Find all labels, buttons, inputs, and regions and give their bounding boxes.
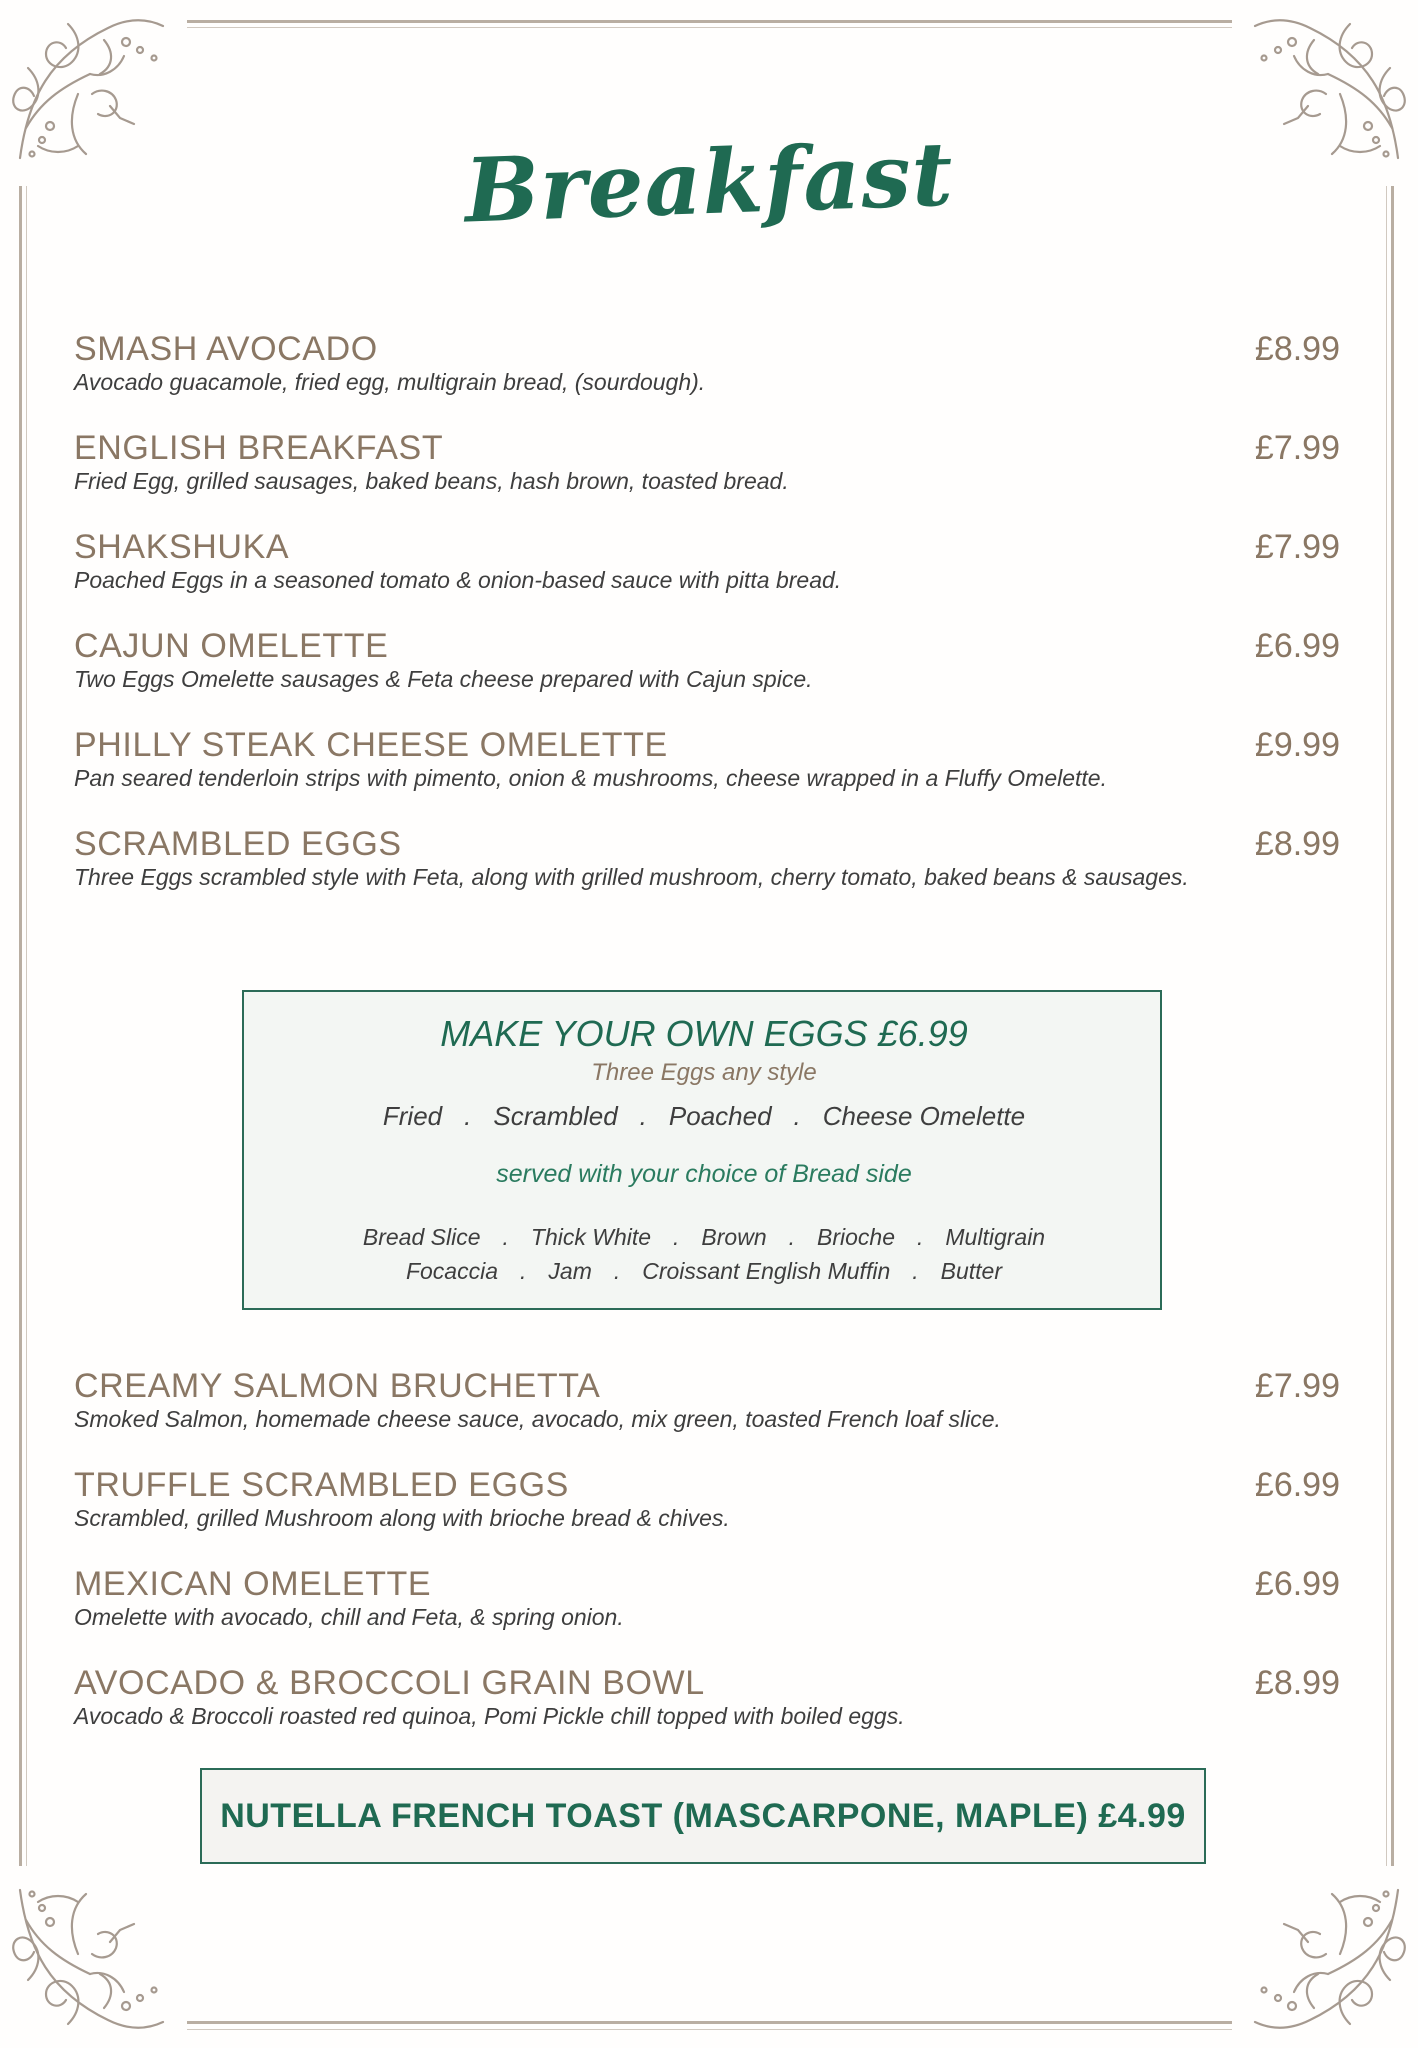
bread-option: Butter: [940, 1258, 1003, 1284]
item-name: MEXICAN OMELETTE: [74, 1565, 432, 1603]
item-description: Avocado & Broccoli roasted red quinoa, Pomi Pickle chill topped with boiled eggs.: [74, 1703, 905, 1729]
bread-side-line: served with your choice of Bread side: [496, 1160, 912, 1188]
item-price: £8.99: [1254, 825, 1340, 863]
separator-dot: .: [464, 1101, 472, 1131]
egg-option: Scrambled: [493, 1101, 618, 1131]
item-price: £6.99: [1254, 627, 1340, 665]
egg-option: Cheese Omelette: [822, 1101, 1026, 1131]
item-price: £8.99: [1254, 330, 1340, 368]
left-border-line: [19, 186, 22, 1866]
right-border-line-inner: [1386, 186, 1387, 1866]
separator-dot: .: [639, 1101, 647, 1131]
top-border-line: [187, 20, 1232, 23]
top-border-line-inner: [187, 27, 1232, 28]
item-price: £7.99: [1254, 1367, 1340, 1405]
bottom-border-line: [187, 2021, 1232, 2024]
bread-option: Brown: [701, 1224, 767, 1250]
bread-option: Focaccia: [405, 1258, 499, 1284]
separator-dot: .: [917, 1224, 924, 1250]
item-price: £7.99: [1254, 429, 1340, 467]
bread-option: Croissant English Muffin: [642, 1258, 891, 1284]
item-price: £7.99: [1254, 528, 1340, 566]
separator-dot: .: [912, 1258, 919, 1284]
item-description: Three Eggs scrambled style with Feta, along with grilled mushroom, cherry tomato, baked beans & sausages.: [74, 864, 1189, 890]
item-description: Avocado guacamole, fried egg, multigrain bread, (sourdough).: [74, 369, 706, 395]
bread-option: Brioche: [817, 1224, 895, 1250]
item-description: Smoked Salmon, homemade cheese sauce, avocado, mix green, toasted French loaf slice.: [74, 1406, 1001, 1432]
item-description: Omelette with avocado, chill and Feta, & spring onion.: [74, 1604, 624, 1630]
item-name: PHILLY STEAK CHEESE OMELETTE: [74, 726, 668, 764]
bread-options-row: [244, 1256, 1164, 1286]
special-offer-box: NUTELLA FRENCH TOAST (MASCARPONE, MAPLE) £4.99: [200, 1768, 1206, 1864]
item-name: SHAKSHUKA: [74, 528, 290, 566]
item-name: AVOCADO & BROCCOLI GRAIN BOWL: [74, 1664, 705, 1702]
item-name: ENGLISH BREAKFAST: [74, 429, 444, 467]
separator-dot: .: [520, 1258, 527, 1284]
item-name: SMASH AVOCADO: [74, 330, 378, 368]
separator-dot: .: [788, 1224, 796, 1250]
egg-option: Fried: [382, 1101, 443, 1131]
item-description: Two Eggs Omelette sausages & Feta cheese prepared with Cajun spice.: [74, 666, 813, 692]
item-name: TRUFFLE SCRAMBLED EGGS: [74, 1466, 569, 1504]
item-price: £6.99: [1254, 1565, 1340, 1603]
item-description: Pan seared tenderloin strips with pimento, onion & mushrooms, cheese wrapped in a Fluffy Omelette.: [74, 765, 1107, 791]
bread-options-row: [244, 1222, 1164, 1252]
item-price: £8.99: [1254, 1664, 1340, 1702]
item-name: CAJUN OMELETTE: [74, 627, 389, 665]
item-description: Poached Eggs in a seasoned tomato & onion-based sauce with pitta bread.: [74, 567, 842, 593]
make-your-own-eggs-box: [242, 990, 1162, 1310]
bread-option: Bread Slice: [362, 1224, 481, 1250]
bread-option: Jam: [548, 1258, 592, 1284]
item-description: Fried Egg, grilled sausages, baked beans, hash brown, toasted bread.: [74, 468, 789, 494]
make-your-own-subtitle: Three Eggs any style: [591, 1059, 817, 1086]
left-border-line-inner: [26, 186, 27, 1866]
menu-title: Breakfast: [462, 121, 956, 243]
item-price: £6.99: [1254, 1466, 1340, 1504]
corner-ornament-icon: [8, 1870, 178, 2040]
make-your-own-title: MAKE YOUR OWN EGGS £6.99: [440, 1013, 968, 1054]
separator-dot: .: [502, 1224, 509, 1250]
egg-style-options: [244, 1100, 1164, 1132]
bottom-border-line-inner: [187, 2029, 1232, 2030]
right-border-line: [1391, 186, 1394, 1866]
bread-option: Multigrain: [945, 1224, 1046, 1250]
bread-option: Thick White: [530, 1224, 652, 1250]
item-name: CREAMY SALMON BRUCHETTA: [74, 1367, 601, 1405]
item-price: £9.99: [1254, 726, 1340, 764]
separator-dot: .: [673, 1224, 680, 1250]
corner-ornament-icon: [1240, 1870, 1410, 2040]
item-name: SCRAMBLED EGGS: [74, 825, 402, 863]
item-description: Scrambled, grilled Mushroom along with brioche bread & chives.: [74, 1505, 730, 1531]
egg-option: Poached: [668, 1101, 772, 1131]
separator-dot: .: [793, 1101, 801, 1131]
separator-dot: .: [613, 1258, 621, 1284]
